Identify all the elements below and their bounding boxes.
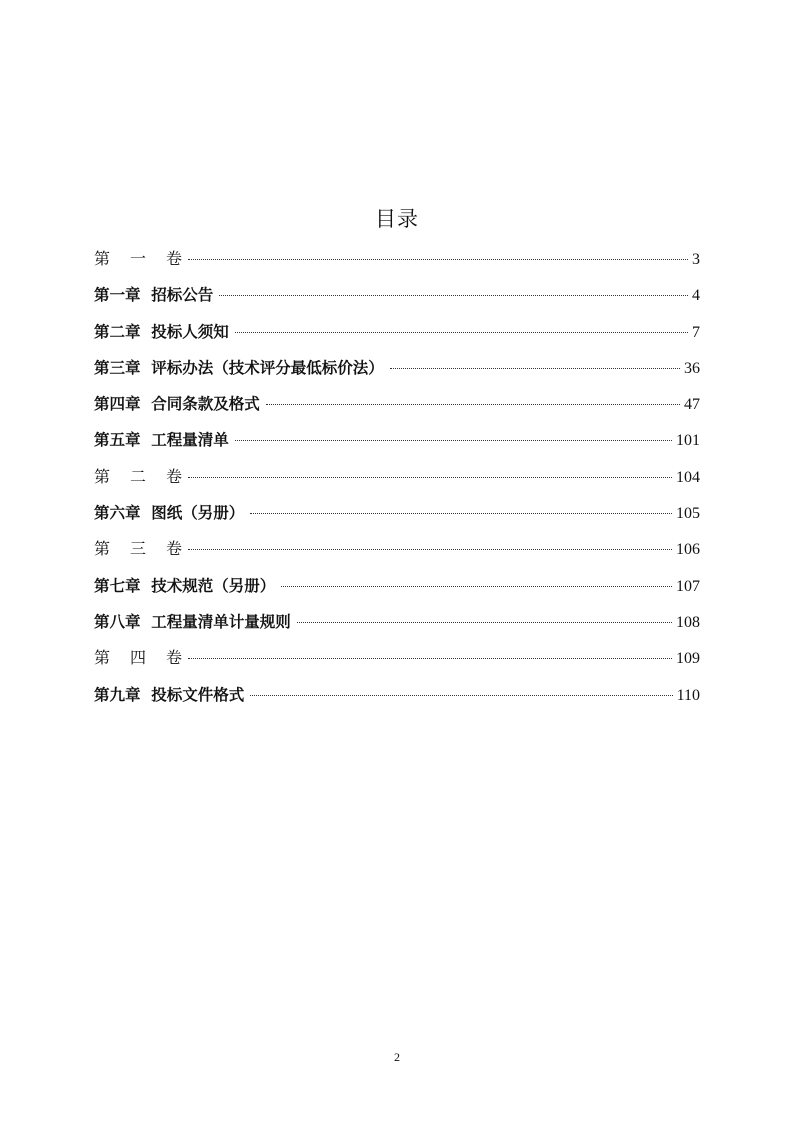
dot-leader [235, 440, 672, 441]
toc-entry-label: 第 一 卷 [94, 249, 182, 268]
toc-entry-page: 105 [676, 505, 700, 523]
toc-entry-chapter-5[interactable] [94, 429, 700, 465]
toc-entry-label: 第七章 技术规范（另册） [94, 576, 276, 595]
page-number: 2 [394, 1050, 400, 1064]
toc-entry-page: 7 [692, 323, 700, 341]
toc-entry-page: 3 [692, 251, 700, 268]
toc-entry-label: 第 三 卷 [94, 539, 182, 559]
toc-entry-label: 第二章 投标人须知 [94, 322, 229, 341]
toc-entry-label: 第四章 合同条款及格式 [94, 395, 260, 414]
toc-entry-label: 第 二 卷 [94, 466, 182, 486]
dot-leader [281, 586, 672, 587]
table-of-contents [94, 248, 700, 720]
toc-entry-page: 110 [676, 686, 700, 704]
toc-entry-chapter-1[interactable] [94, 284, 700, 320]
toc-entry-volume-1[interactable] [94, 248, 700, 284]
toc-entry-label: 第三章 评标办法（技术评分最低标价法） [94, 358, 384, 377]
toc-entry-volume-3[interactable] [94, 538, 700, 574]
toc-entry-chapter-9[interactable] [94, 684, 700, 720]
toc-entry-page: 108 [676, 613, 700, 631]
toc-entry-chapter-7[interactable] [94, 575, 700, 611]
toc-entry-label: 第六章 图纸（另册） [94, 504, 245, 523]
toc-entry-label: 第九章 投标文件格式 [94, 685, 245, 704]
dot-leader [250, 695, 672, 696]
toc-entry-chapter-4[interactable] [94, 393, 700, 429]
dot-leader [188, 259, 688, 260]
toc-entry-page: 109 [676, 650, 700, 668]
dot-leader [188, 549, 672, 550]
dot-leader [390, 368, 680, 369]
toc-entry-label: 第八章 工程量清单计量规则 [94, 612, 291, 631]
toc-entry-volume-2[interactable] [94, 466, 700, 502]
dot-leader [219, 295, 688, 296]
toc-entry-chapter-8[interactable] [94, 611, 700, 647]
toc-entry-page: 106 [676, 541, 700, 559]
toc-entry-label: 第 四 卷 [94, 648, 182, 668]
toc-entry-chapter-2[interactable] [94, 321, 700, 357]
toc-entry-label: 第五章 工程量清单 [94, 431, 229, 450]
dot-leader [188, 477, 672, 478]
toc-entry-page: 36 [684, 359, 700, 377]
toc-entry-page: 104 [676, 468, 700, 486]
toc-entry-page: 47 [684, 396, 700, 414]
toc-entry-page: 107 [676, 577, 700, 595]
toc-entry-label: 第一章 招标公告 [94, 286, 214, 305]
toc-entry-page: 101 [676, 432, 700, 450]
dot-leader [250, 513, 672, 514]
toc-entry-chapter-3[interactable] [94, 357, 700, 393]
dot-leader [188, 658, 672, 659]
dot-leader [297, 622, 672, 623]
dot-leader [235, 332, 688, 333]
toc-entry-page: 4 [692, 287, 700, 305]
page-title: 目录 [375, 207, 419, 231]
dot-leader [266, 404, 680, 405]
toc-entry-chapter-6[interactable] [94, 502, 700, 538]
toc-entry-volume-4[interactable] [94, 647, 700, 683]
